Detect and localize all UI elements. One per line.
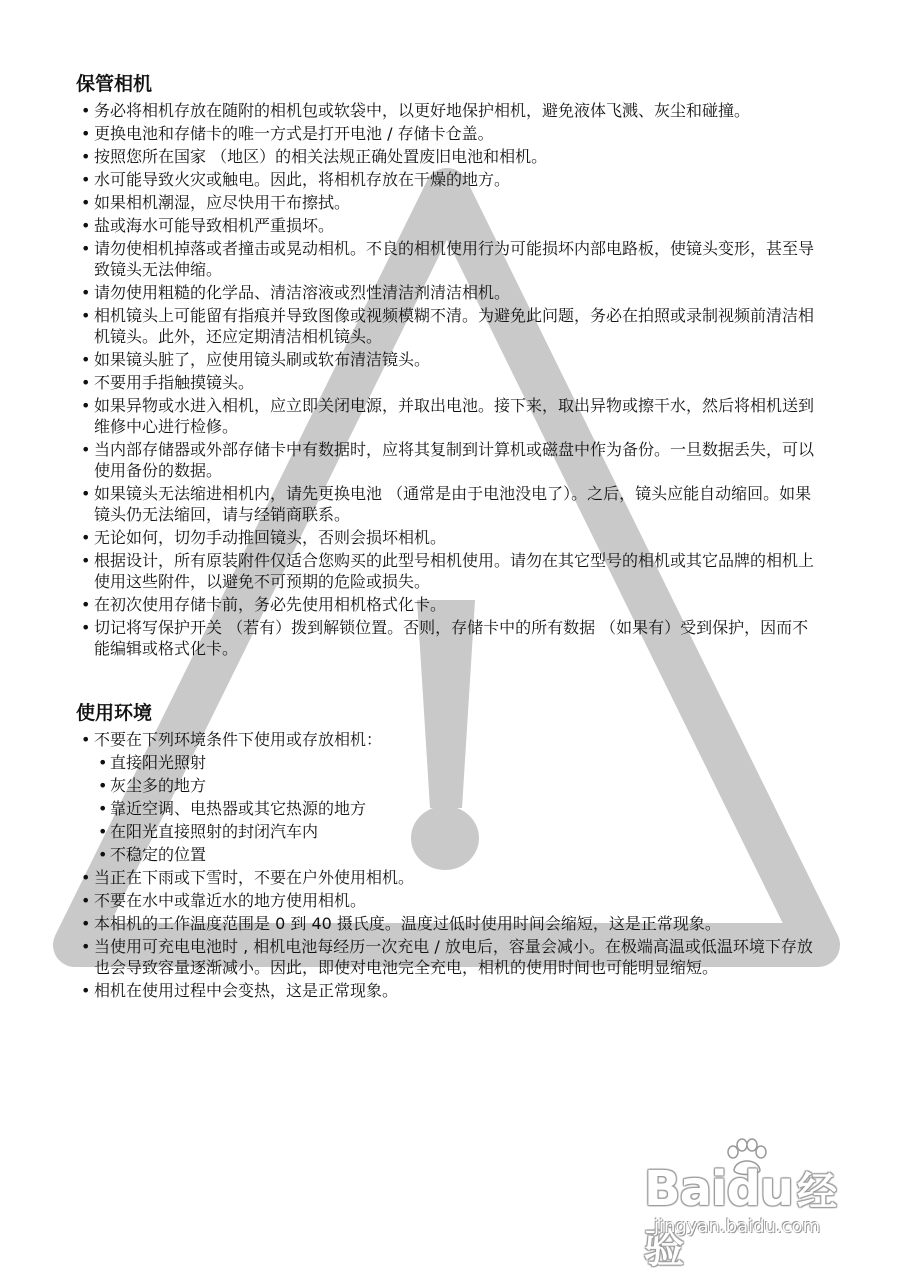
- sub-list-item: [76, 798, 816, 819]
- bullet-icon: •: [81, 147, 91, 166]
- bullet-icon: •: [81, 440, 91, 459]
- list-item: [76, 192, 816, 213]
- list-item: [76, 372, 816, 393]
- item-text: 务必将相机存放在随附的相机包或软袋中，以更好地保护相机，避免液体飞溅、灰尘和碰撞。: [94, 101, 751, 120]
- list-item: [76, 215, 816, 236]
- bullet-icon: •: [81, 981, 91, 1000]
- bullet-icon: •: [98, 799, 108, 818]
- item-text: 当使用可充电电池时 , 相机电池每经历一次充电 / 放电后，容量会减小。在极端高温或低温环境下存放也会导致容量逐渐减小。因此，即使对电池完全充电，相机的使用时间也可能明显缩短。: [94, 937, 813, 977]
- bullet-icon: •: [81, 618, 91, 637]
- item-text: 在阳光直接照射的封闭汽车内: [110, 822, 319, 841]
- list-item: [76, 729, 816, 750]
- sub-list-item: [76, 752, 816, 773]
- bullet-icon: •: [81, 396, 91, 415]
- bullet-icon: •: [81, 306, 91, 325]
- bullet-icon: •: [98, 822, 108, 841]
- item-text: 按照您所在国家 （地区）的相关法规正确处置废旧电池和相机。: [94, 147, 548, 166]
- list-item: [76, 483, 816, 525]
- item-text: 切记将写保护开关 （若有）拨到解锁位置。否则，存储卡中的所有数据 （如果有）受到保护，因而不能编辑或格式化卡。: [94, 618, 809, 658]
- item-text: 如果镜头脏了，应使用镜头刷或软布清洁镜头。: [94, 350, 431, 369]
- section-environment: [76, 701, 816, 1001]
- bullet-icon: •: [81, 193, 91, 212]
- bullet-icon: •: [81, 373, 91, 392]
- bullet-icon: •: [81, 484, 91, 503]
- item-text: 盐或海水可能导致相机严重损坏。: [94, 216, 335, 235]
- list-item: [76, 594, 816, 615]
- list-item: [76, 123, 816, 144]
- item-text: 靠近空调、电热器或其它热源的地方: [110, 799, 367, 818]
- bullet-icon: •: [81, 868, 91, 887]
- list-item: [76, 550, 816, 592]
- list-item: [76, 305, 816, 347]
- bullet-icon: •: [81, 595, 91, 614]
- list-item: [76, 867, 816, 888]
- item-text: 如果相机潮湿，应尽快用干布擦拭。: [94, 193, 351, 212]
- list-item: [76, 238, 816, 280]
- item-text: 水可能导致火灾或触电。因此，将相机存放在干燥的地方。: [94, 170, 511, 189]
- item-text: 更换电池和存储卡的唯一方式是打开电池 / 存储卡仓盖。: [94, 124, 494, 143]
- item-text: 灰尘多的地方: [110, 776, 207, 795]
- list-item: [76, 146, 816, 167]
- logo-cn: 经验: [644, 1169, 836, 1272]
- baidu-watermark: [644, 1138, 854, 1272]
- section-title: 保管相机: [76, 73, 153, 95]
- sub-list-item: [76, 775, 816, 796]
- item-text: 如果异物或水进入相机，应立即关闭电源，并取出电池。接下来，取出异物或擦干水，然后将相机送到维修中心进行检修。: [94, 396, 815, 436]
- bullet-icon: •: [81, 170, 91, 189]
- item-text: 不要用手指触摸镜头。: [94, 373, 255, 392]
- item-text: 当内部存储器或外部存储卡中有数据时，应将其复制到计算机或磁盘中作为备份。一旦数据丢失，可以使用备份的数据。: [94, 440, 815, 480]
- bullet-icon: •: [81, 528, 91, 547]
- watermark-url: jingyan.baidu.com: [654, 1216, 821, 1237]
- logo-left: Bai: [644, 1161, 727, 1217]
- bullet-icon: •: [81, 914, 91, 933]
- item-text: 不要在下列环境条件下使用或存放相机：: [94, 730, 383, 749]
- item-text: 如果镜头无法缩进相机内，请先更换电池 （通常是由于电池没电了）。之后，镜头应能自动缩回。如果镜头仍无法缩回，请与经销商联系。: [94, 484, 812, 524]
- bullet-icon: •: [98, 753, 108, 772]
- section-title: 使用环境: [76, 702, 153, 724]
- item-text: 相机在使用过程中会变热，这是正常现象。: [94, 981, 399, 1000]
- list-item: [76, 169, 816, 190]
- bullet-icon: •: [81, 124, 91, 143]
- bullet-icon: •: [81, 937, 91, 956]
- bullet-icon: •: [81, 730, 91, 749]
- item-text: 无论如何，切勿手动推回镜头，否则会损坏相机。: [94, 528, 447, 547]
- bullet-list: [76, 100, 816, 659]
- item-text: 本相机的工作温度范围是 0 到 40 摄氏度。温度过低时使用时间会缩短，这是正常现象。: [94, 914, 721, 933]
- list-item: [76, 936, 816, 978]
- section-camera-storage: [76, 72, 816, 659]
- document-body: [76, 72, 816, 1003]
- bullet-icon: •: [81, 216, 91, 235]
- item-text: 当正在下雨或下雪时，不要在户外使用相机。: [94, 868, 415, 887]
- list-item: [76, 100, 816, 121]
- item-text: 在初次使用存储卡前，务必先使用相机格式化卡。: [94, 595, 447, 614]
- item-text: 不稳定的位置: [110, 845, 207, 864]
- list-item: [76, 617, 816, 659]
- list-item: [76, 282, 816, 303]
- list-item: [76, 913, 816, 934]
- bullet-icon: •: [98, 845, 108, 864]
- list-item: [76, 395, 816, 437]
- item-text: 请勿使用粗糙的化学品、清洁溶液或烈性清洁剂清洁相机。: [94, 283, 511, 302]
- item-text: 相机镜头上可能留有指痕并导致图像或视频模糊不清。为避免此问题，务必在拍照或录制视频前清洁相机镜头。此外，还应定期清洁相机镜头。: [94, 306, 815, 346]
- item-text: 直接阳光照射: [110, 753, 207, 772]
- list-item: [76, 980, 816, 1001]
- item-text: 请勿使相机掉落或者撞击或晃动相机。不良的相机使用行为可能损坏内部电路板，使镜头变形，甚至导致镜头无法伸缩。: [94, 239, 815, 279]
- bullet-icon: •: [81, 283, 91, 302]
- bullet-icon: •: [81, 350, 91, 369]
- bullet-icon: •: [81, 239, 91, 258]
- item-text: 不要在水中或靠近水的地方使用相机。: [94, 891, 367, 910]
- item-text: 根据设计，所有原装附件仅适合您购买的此型号相机使用。请勿在其它型号的相机或其它品牌的相机上使用这些附件，以避免不可预期的危险或损失。: [94, 551, 815, 591]
- bullet-icon: •: [81, 891, 91, 910]
- logo-right: du: [726, 1161, 793, 1217]
- bullet-icon: •: [81, 551, 91, 570]
- list-item: [76, 527, 816, 548]
- sub-list-item: [76, 844, 816, 865]
- bullet-list: [76, 729, 816, 1001]
- list-item: [76, 349, 816, 370]
- list-item: [76, 890, 816, 911]
- list-item: [76, 439, 816, 481]
- bullet-icon: •: [98, 776, 108, 795]
- bullet-icon: •: [81, 101, 91, 120]
- sub-list-item: [76, 821, 816, 842]
